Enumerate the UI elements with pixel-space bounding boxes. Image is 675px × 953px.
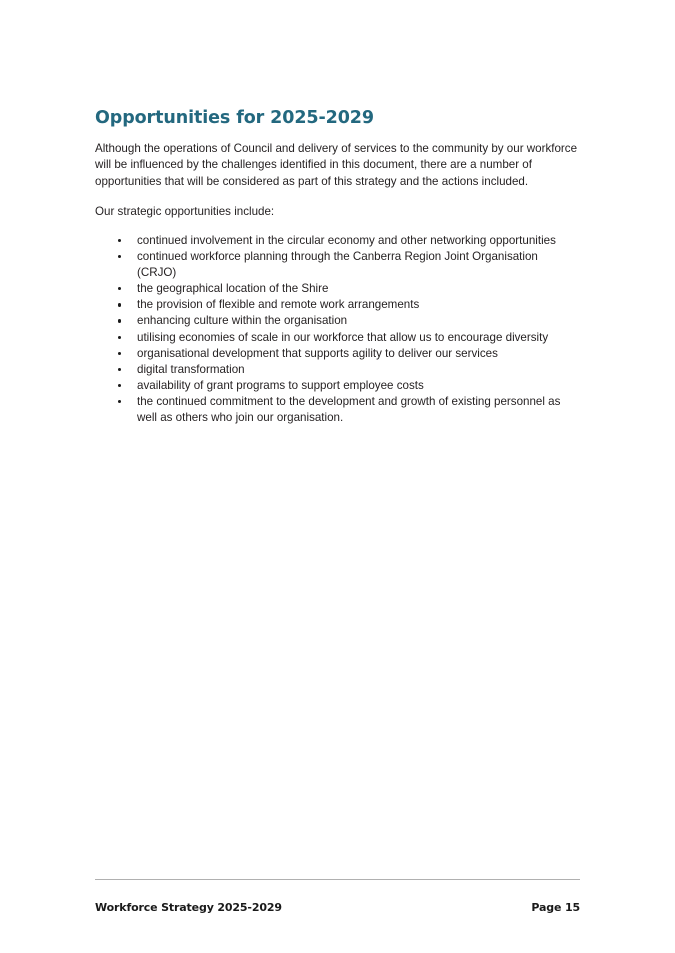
bullet-icon (118, 255, 121, 258)
page-content (95, 108, 580, 426)
bullet-icon (118, 319, 121, 322)
bullet-icon (118, 368, 121, 371)
list-item-label: the provision of flexible and remote work arrangements (137, 298, 420, 312)
bullet-icon (118, 400, 121, 403)
list-item (95, 281, 580, 297)
list-item-label: availability of grant programs to support employee costs (137, 378, 424, 392)
bullet-icon (118, 384, 121, 387)
footer-page-number: Page 15 (531, 901, 580, 914)
list-item-label: the geographical location of the Shire (137, 282, 329, 296)
opportunities-list (95, 233, 580, 426)
list-item-label: digital transformation (137, 362, 245, 376)
list-item (95, 249, 580, 281)
list-item-label: the continued commitment to the development and growth of existing personnel as well as others who join our organisation. (137, 394, 561, 424)
list-item (95, 362, 580, 378)
list-item (95, 346, 580, 362)
list-item-label: utilising economies of scale in our workforce that allow us to encourage diversity (137, 330, 549, 344)
bullet-icon (118, 239, 121, 242)
list-item (95, 378, 580, 394)
intro-paragraph: Although the operations of Council and delivery of services to the community by our workforce will be influenced by the challenges identified in this document, there are a number of opportunities that will be considered as part of this strategy and the actions included. (95, 142, 578, 188)
page-title: Opportunities for 2025-2029 (95, 108, 374, 128)
footer-document-title: Workforce Strategy 2025-2029 (95, 901, 282, 914)
list-item (95, 394, 580, 426)
list-item (95, 330, 580, 346)
bullet-icon (118, 287, 121, 290)
bullet-icon (118, 336, 121, 339)
list-item-label: continued workforce planning through the Canberra Region Joint Organisation (CRJO) (137, 250, 538, 280)
list-item-label: enhancing culture within the organisation (137, 314, 348, 328)
bullet-icon (118, 303, 121, 306)
bullet-icon (118, 352, 121, 355)
list-intro-text: Our strategic opportunities include: (95, 204, 275, 218)
list-item (95, 313, 580, 329)
list-item-label: organisational development that supports agility to deliver our services (137, 346, 498, 360)
footer-divider (95, 879, 580, 880)
list-item (95, 233, 580, 249)
list-item (95, 297, 580, 313)
list-item-label: continued involvement in the circular economy and other networking opportunities (137, 233, 556, 247)
page-footer (95, 901, 580, 914)
